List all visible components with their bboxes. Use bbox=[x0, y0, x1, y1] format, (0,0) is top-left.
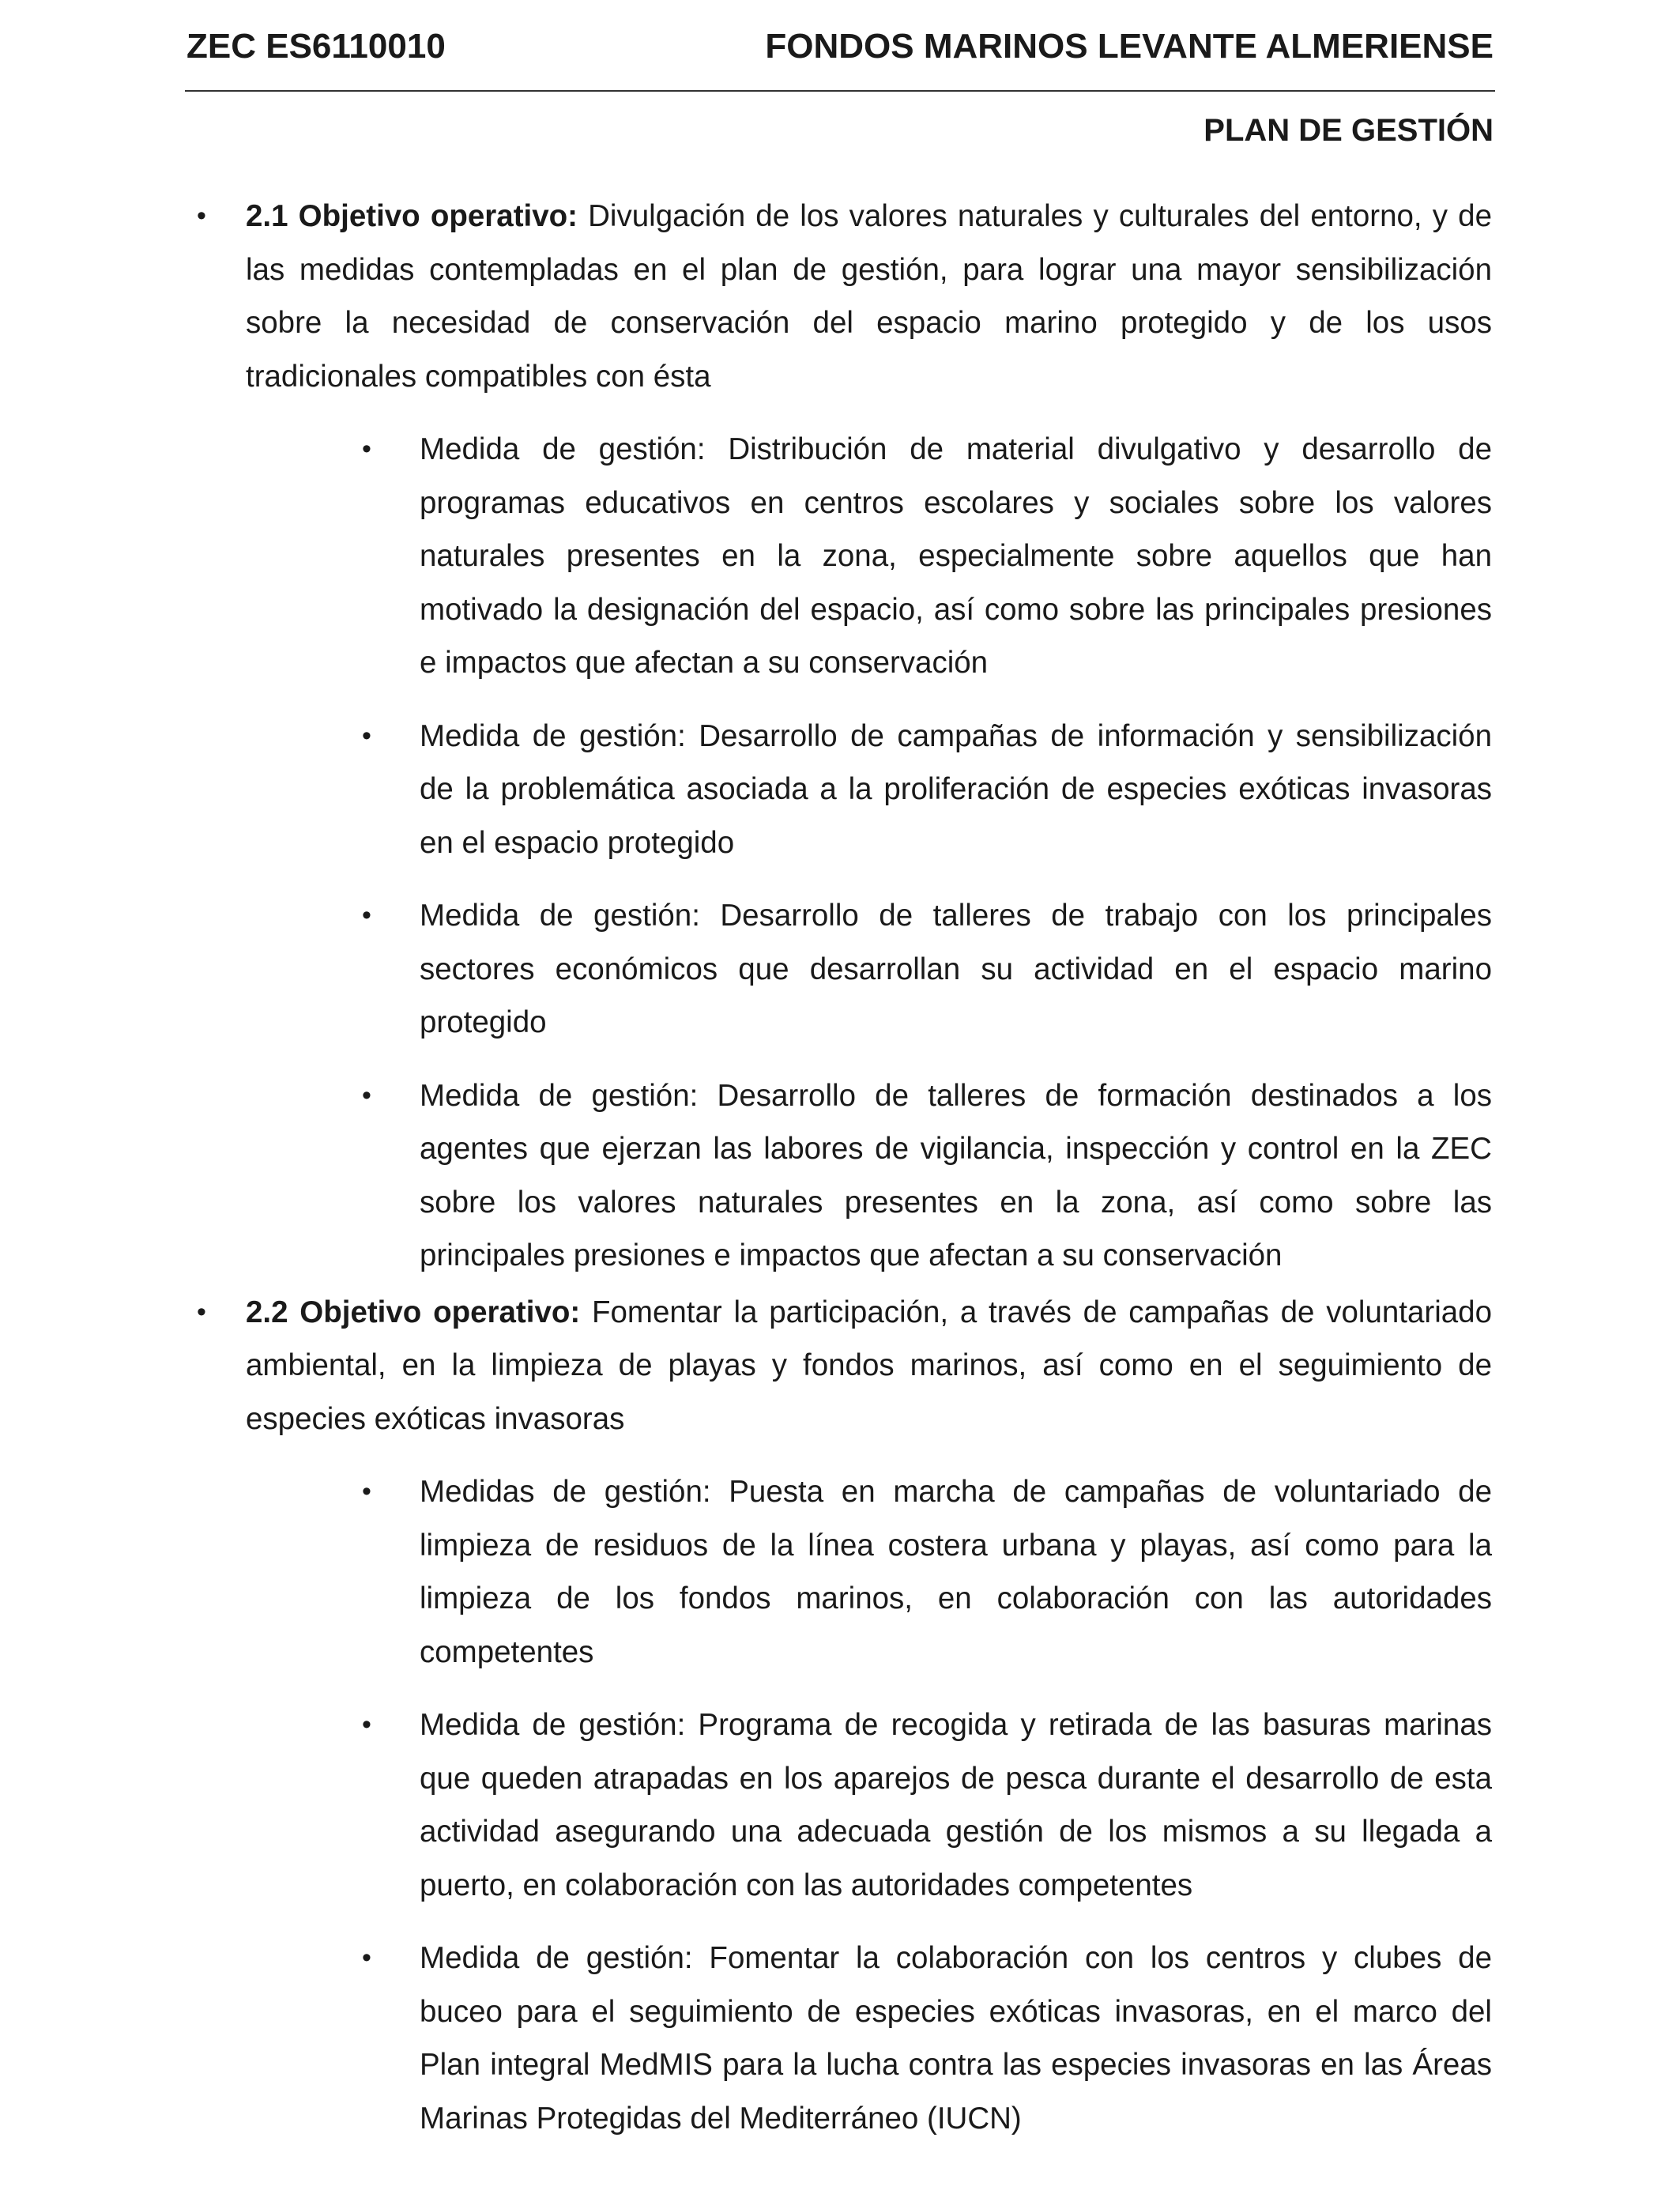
measure-item bbox=[362, 710, 1492, 870]
measure-text: Medidas de gestión: Puesta en marcha de campañas de voluntariado de limpieza de residuos de la línea costera urbana y playas, así como para la limpieza de los fondos marinos, en colaboración con las autoridades competentes bbox=[420, 1475, 1492, 1669]
objective-label: 2.1 Objetivo operativo: bbox=[246, 199, 578, 233]
measure-text: Medida de gestión: Fomentar la colaboración con los centros y clubes de buceo para el seguimiento de especies exóticas invasoras, en el marco del Plan integral MedMIS para la lucha contra las especies invasoras en las Áreas Marinas Protegidas del Mediterráneo (IUCN) bbox=[420, 1941, 1492, 2136]
objective-text: Fomentar la participación, a través de campañas de voluntariado ambiental, en la limpieza de playas y fondos marinos, así como en el seguimiento de especies exóticas invasoras bbox=[246, 1295, 1493, 1436]
bullet-icon: • bbox=[362, 434, 371, 464]
measure-text: Medida de gestión: Desarrollo de campañas de información y sensibilización de la problemática asociada a la proliferación de especies exóticas invasoras en el espacio protegido bbox=[420, 718, 1492, 860]
objective-item bbox=[197, 1286, 1493, 1446]
measure-item bbox=[362, 1698, 1492, 1912]
objective-item bbox=[197, 190, 1492, 403]
bullet-icon: • bbox=[362, 1943, 371, 1973]
bullet-icon: • bbox=[362, 1476, 371, 1506]
bullet-icon: • bbox=[362, 900, 371, 930]
site-name: FONDOS MARINOS LEVANTE ALMERIENSE bbox=[765, 27, 1494, 66]
page-header bbox=[186, 27, 1494, 66]
measure-text: Medida de gestión: Distribución de material divulgativo y desarrollo de programas educativos en centros escolares y sociales sobre los valores naturales presentes en la zona, especialmente sobre aquellos que han motivado la designación del espacio, así como sobre las principales presiones e impactos que afectan a su conservación bbox=[420, 432, 1492, 680]
site-code: ZEC ES6110010 bbox=[186, 27, 446, 66]
measure-item bbox=[362, 1932, 1492, 2145]
measure-text: Medida de gestión: Programa de recogida y retirada de las basuras marinas que queden atrapadas en los aparejos de pesca durante el desarrollo de esta actividad asegurando una adecuada gestión de los mismos a su llegada a puerto, en colaboración con las autoridades competentes bbox=[420, 1708, 1492, 1902]
bullet-icon: • bbox=[362, 720, 371, 751]
document-subtitle: PLAN DE GESTIÓN bbox=[1203, 113, 1494, 148]
objective-label: 2.2 Objetivo operativo: bbox=[246, 1295, 581, 1329]
measure-item bbox=[362, 1069, 1492, 1283]
bullet-icon: • bbox=[362, 1080, 371, 1110]
document-body bbox=[0, 190, 1680, 2145]
measure-item bbox=[362, 423, 1492, 690]
bullet-icon: • bbox=[362, 1710, 371, 1740]
header-divider bbox=[185, 90, 1495, 92]
bullet-icon: • bbox=[197, 201, 206, 231]
measure-item bbox=[362, 1465, 1492, 1679]
measure-text: Medida de gestión: Desarrollo de talleres de formación destinados a los agentes que ejerzan las labores de vigilancia, inspección y control en la ZEC sobre los valores naturales presentes en la zona, así como sobre las principales presiones e impactos que afectan a su conservación bbox=[420, 1078, 1492, 1272]
bullet-icon: • bbox=[197, 1296, 206, 1327]
measure-text: Medida de gestión: Desarrollo de talleres de trabajo con los principales sectores económicos que desarrollan su actividad en el espacio marino protegido bbox=[420, 899, 1492, 1039]
objective-text: Divulgación de los valores naturales y culturales del entorno, y de las medidas contempladas en el plan de gestión, para lograr una mayor sensibilización sobre la necesidad de conservación del espacio marino protegido y de los usos tradicionales compatibles con ésta bbox=[246, 199, 1492, 394]
measure-item bbox=[362, 889, 1492, 1050]
